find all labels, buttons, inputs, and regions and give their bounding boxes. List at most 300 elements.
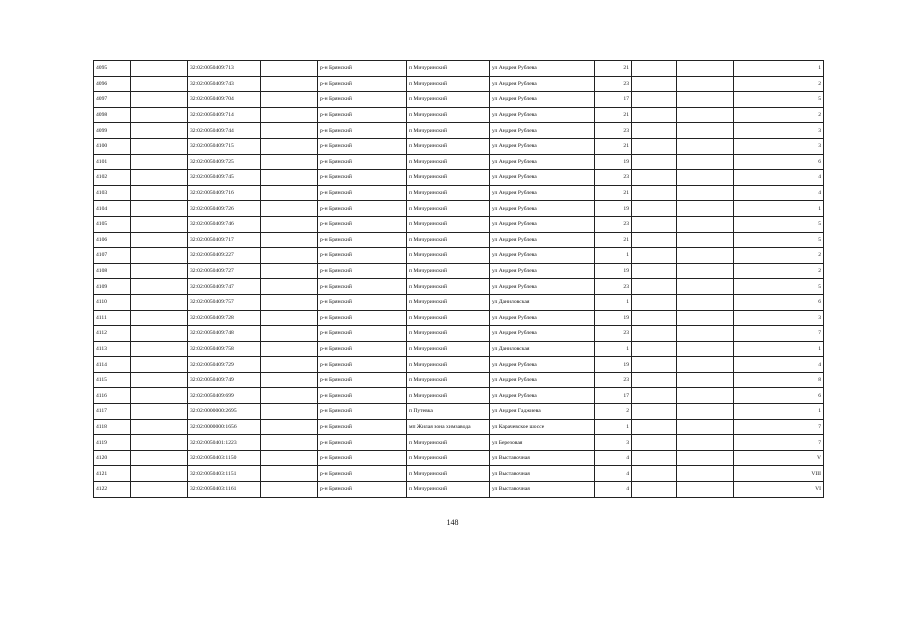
locality-cell: п Мичуринский xyxy=(407,248,490,264)
empty-cell xyxy=(632,170,677,186)
cadastral-number-cell: 32:02:0050409:727 xyxy=(188,263,261,279)
flat-number-cell: 5 xyxy=(734,279,824,295)
locality-cell: п Мичуринский xyxy=(407,466,490,482)
locality-cell: п Мичуринский xyxy=(407,450,490,466)
district-cell: р-н Брянский xyxy=(318,76,407,92)
empty-cell xyxy=(632,450,677,466)
empty-cell xyxy=(632,263,677,279)
locality-cell: п Мичуринский xyxy=(407,482,490,498)
street-cell: ул Березовая xyxy=(490,435,595,451)
district-cell: р-н Брянский xyxy=(318,170,407,186)
empty-cell xyxy=(261,435,318,451)
flat-number-cell: 1 xyxy=(734,61,824,77)
empty-cell xyxy=(677,326,734,342)
empty-cell xyxy=(261,372,318,388)
row-number-cell: 4102 xyxy=(94,170,131,186)
street-cell: ул Андрея Гаджиева xyxy=(490,404,595,420)
empty-cell xyxy=(261,123,318,139)
empty-cell xyxy=(131,123,188,139)
locality-cell: п Мичуринский xyxy=(407,279,490,295)
empty-cell xyxy=(131,341,188,357)
house-number-cell: 21 xyxy=(595,107,632,123)
row-number-cell: 4112 xyxy=(94,326,131,342)
district-cell: р-н Брянский xyxy=(318,154,407,170)
table-row xyxy=(94,388,824,404)
cadastral-number-cell: 32:02:0050409:748 xyxy=(188,326,261,342)
empty-cell xyxy=(677,388,734,404)
empty-cell xyxy=(131,76,188,92)
empty-cell xyxy=(261,263,318,279)
cadastral-number-cell: 32:02:0000000:2695 xyxy=(188,404,261,420)
locality-cell: п Мичуринский xyxy=(407,388,490,404)
cadastral-number-cell: 32:02:0050409:717 xyxy=(188,232,261,248)
empty-cell xyxy=(261,185,318,201)
empty-cell xyxy=(677,170,734,186)
street-cell: ул Даниловская xyxy=(490,341,595,357)
table-row xyxy=(94,107,824,123)
empty-cell xyxy=(632,419,677,435)
house-number-cell: 1 xyxy=(595,294,632,310)
street-cell: ул Выставочная xyxy=(490,482,595,498)
flat-number-cell: 7 xyxy=(734,419,824,435)
house-number-cell: 4 xyxy=(595,450,632,466)
street-cell: ул Андрея Рублева xyxy=(490,123,595,139)
district-cell: р-н Брянский xyxy=(318,357,407,373)
district-cell: р-н Брянский xyxy=(318,341,407,357)
house-number-cell: 19 xyxy=(595,357,632,373)
row-number-cell: 4104 xyxy=(94,201,131,217)
empty-cell xyxy=(632,341,677,357)
empty-cell xyxy=(632,154,677,170)
empty-cell xyxy=(632,123,677,139)
district-cell: р-н Брянский xyxy=(318,419,407,435)
locality-cell: п Путевка xyxy=(407,404,490,420)
street-cell: ул Андрея Рублева xyxy=(490,76,595,92)
row-number-cell: 4106 xyxy=(94,232,131,248)
house-number-cell: 2 xyxy=(595,404,632,420)
street-cell: ул Андрея Рублева xyxy=(490,92,595,108)
empty-cell xyxy=(677,404,734,420)
flat-number-cell: 5 xyxy=(734,232,824,248)
district-cell: р-н Брянский xyxy=(318,466,407,482)
empty-cell xyxy=(261,154,318,170)
locality-cell: п Мичуринский xyxy=(407,123,490,139)
row-number-cell: 4113 xyxy=(94,341,131,357)
empty-cell xyxy=(632,216,677,232)
empty-cell xyxy=(632,138,677,154)
empty-cell xyxy=(632,185,677,201)
row-number-cell: 4115 xyxy=(94,372,131,388)
empty-cell xyxy=(632,326,677,342)
flat-number-cell: 1 xyxy=(734,341,824,357)
flat-number-cell: 6 xyxy=(734,388,824,404)
house-number-cell: 23 xyxy=(595,279,632,295)
street-cell: ул Андрея Рублева xyxy=(490,170,595,186)
house-number-cell: 23 xyxy=(595,123,632,139)
flat-number-cell: 4 xyxy=(734,185,824,201)
locality-cell: п Мичуринский xyxy=(407,294,490,310)
street-cell: ул Андрея Рублева xyxy=(490,310,595,326)
empty-cell xyxy=(677,341,734,357)
house-number-cell: 19 xyxy=(595,201,632,217)
house-number-cell: 21 xyxy=(595,61,632,77)
empty-cell xyxy=(677,310,734,326)
empty-cell xyxy=(131,232,188,248)
empty-cell xyxy=(677,482,734,498)
empty-cell xyxy=(131,310,188,326)
empty-cell xyxy=(131,326,188,342)
page-number: 148 xyxy=(446,518,459,527)
flat-number-cell: 4 xyxy=(734,170,824,186)
row-number-cell: 4103 xyxy=(94,185,131,201)
empty-cell xyxy=(131,216,188,232)
locality-cell: п Мичуринский xyxy=(407,435,490,451)
empty-cell xyxy=(131,201,188,217)
flat-number-cell: 2 xyxy=(734,248,824,264)
flat-number-cell: 4 xyxy=(734,357,824,373)
empty-cell xyxy=(632,294,677,310)
flat-number-cell: 8 xyxy=(734,372,824,388)
street-cell: ул Андрея Рублева xyxy=(490,388,595,404)
empty-cell xyxy=(261,419,318,435)
flat-number-cell: 1 xyxy=(734,201,824,217)
locality-cell: мп Жилая зона химзавода xyxy=(407,419,490,435)
cadastral-number-cell: 32:02:0050409:725 xyxy=(188,154,261,170)
house-number-cell: 19 xyxy=(595,310,632,326)
empty-cell xyxy=(261,388,318,404)
locality-cell: п Мичуринский xyxy=(407,170,490,186)
empty-cell xyxy=(261,201,318,217)
row-number-cell: 4097 xyxy=(94,92,131,108)
empty-cell xyxy=(632,310,677,326)
empty-cell xyxy=(632,372,677,388)
house-number-cell: 1 xyxy=(595,248,632,264)
empty-cell xyxy=(261,450,318,466)
empty-cell xyxy=(131,61,188,77)
street-cell: ул Андрея Рублева xyxy=(490,263,595,279)
table-row xyxy=(94,263,824,279)
empty-cell xyxy=(677,201,734,217)
district-cell: р-н Брянский xyxy=(318,482,407,498)
locality-cell: п Мичуринский xyxy=(407,201,490,217)
empty-cell xyxy=(261,232,318,248)
cadastral-number-cell: 32:02:0050409:747 xyxy=(188,279,261,295)
house-number-cell: 17 xyxy=(595,92,632,108)
house-number-cell: 23 xyxy=(595,170,632,186)
empty-cell xyxy=(131,482,188,498)
row-number-cell: 4108 xyxy=(94,263,131,279)
empty-cell xyxy=(131,138,188,154)
street-cell: ул Даниловская xyxy=(490,294,595,310)
street-cell: ул Андрея Рублева xyxy=(490,248,595,264)
cadastral-number-cell: 32:02:0050409:758 xyxy=(188,341,261,357)
empty-cell xyxy=(677,216,734,232)
cadastral-number-cell: 32:02:0050409:716 xyxy=(188,185,261,201)
district-cell: р-н Брянский xyxy=(318,201,407,217)
empty-cell xyxy=(632,466,677,482)
table-row xyxy=(94,435,824,451)
empty-cell xyxy=(677,435,734,451)
table-row xyxy=(94,154,824,170)
house-number-cell: 23 xyxy=(595,326,632,342)
empty-cell xyxy=(261,404,318,420)
empty-cell xyxy=(261,216,318,232)
row-number-cell: 4110 xyxy=(94,294,131,310)
locality-cell: п Мичуринский xyxy=(407,154,490,170)
street-cell: ул Андрея Рублева xyxy=(490,107,595,123)
flat-number-cell: 6 xyxy=(734,154,824,170)
empty-cell xyxy=(677,466,734,482)
flat-number-cell: 6 xyxy=(734,294,824,310)
table-row xyxy=(94,123,824,139)
flat-number-cell: 2 xyxy=(734,76,824,92)
empty-cell xyxy=(677,232,734,248)
cadastral-number-cell: 32:02:0050409:726 xyxy=(188,201,261,217)
empty-cell xyxy=(131,263,188,279)
table-row xyxy=(94,357,824,373)
empty-cell xyxy=(677,123,734,139)
street-cell: ул Андрея Рублева xyxy=(490,201,595,217)
empty-cell xyxy=(632,248,677,264)
table-row xyxy=(94,450,824,466)
cadastral-number-cell: 32:02:0050409:745 xyxy=(188,170,261,186)
empty-cell xyxy=(632,61,677,77)
empty-cell xyxy=(131,372,188,388)
locality-cell: п Мичуринский xyxy=(407,310,490,326)
empty-cell xyxy=(632,357,677,373)
locality-cell: п Мичуринский xyxy=(407,185,490,201)
row-number-cell: 4122 xyxy=(94,482,131,498)
house-number-cell: 23 xyxy=(595,372,632,388)
district-cell: р-н Брянский xyxy=(318,123,407,139)
empty-cell xyxy=(632,92,677,108)
empty-cell xyxy=(632,232,677,248)
table-row xyxy=(94,201,824,217)
flat-number-cell: 5 xyxy=(734,92,824,108)
district-cell: р-н Брянский xyxy=(318,294,407,310)
empty-cell xyxy=(261,61,318,77)
district-cell: р-н Брянский xyxy=(318,92,407,108)
district-cell: р-н Брянский xyxy=(318,263,407,279)
empty-cell xyxy=(131,404,188,420)
cadastral-number-cell: 32:02:0050409:699 xyxy=(188,388,261,404)
cadastral-number-cell: 32:02:0050403:1161 xyxy=(188,482,261,498)
flat-number-cell: 3 xyxy=(734,310,824,326)
empty-cell xyxy=(632,482,677,498)
row-number-cell: 4105 xyxy=(94,216,131,232)
row-number-cell: 4117 xyxy=(94,404,131,420)
district-cell: р-н Брянский xyxy=(318,107,407,123)
empty-cell xyxy=(261,294,318,310)
street-cell: ул Андрея Рублева xyxy=(490,279,595,295)
empty-cell xyxy=(632,76,677,92)
cadastral-number-cell: 32:02:0050409:227 xyxy=(188,248,261,264)
empty-cell xyxy=(131,450,188,466)
row-number-cell: 4096 xyxy=(94,76,131,92)
flat-number-cell: 7 xyxy=(734,435,824,451)
row-number-cell: 4111 xyxy=(94,310,131,326)
row-number-cell: 4109 xyxy=(94,279,131,295)
district-cell: р-н Брянский xyxy=(318,185,407,201)
district-cell: р-н Брянский xyxy=(318,232,407,248)
locality-cell: п Мичуринский xyxy=(407,107,490,123)
row-number-cell: 4119 xyxy=(94,435,131,451)
empty-cell xyxy=(261,92,318,108)
district-cell: р-н Брянский xyxy=(318,372,407,388)
table-row xyxy=(94,248,824,264)
house-number-cell: 19 xyxy=(595,154,632,170)
table-row xyxy=(94,232,824,248)
district-cell: р-н Брянский xyxy=(318,279,407,295)
cadastral-number-cell: 32:02:0000000:1656 xyxy=(188,419,261,435)
empty-cell xyxy=(677,61,734,77)
locality-cell: п Мичуринский xyxy=(407,232,490,248)
table-row xyxy=(94,138,824,154)
house-number-cell: 1 xyxy=(595,341,632,357)
house-number-cell: 1 xyxy=(595,419,632,435)
district-cell: р-н Брянский xyxy=(318,450,407,466)
empty-cell xyxy=(131,419,188,435)
empty-cell xyxy=(261,357,318,373)
empty-cell xyxy=(261,138,318,154)
flat-number-cell: 5 xyxy=(734,216,824,232)
empty-cell xyxy=(632,388,677,404)
street-cell: ул Андрея Рублева xyxy=(490,138,595,154)
table-row xyxy=(94,404,824,420)
empty-cell xyxy=(131,154,188,170)
locality-cell: п Мичуринский xyxy=(407,341,490,357)
table-row xyxy=(94,216,824,232)
empty-cell xyxy=(677,263,734,279)
cadastral-number-cell: 32:02:0050409:704 xyxy=(188,92,261,108)
empty-cell xyxy=(677,450,734,466)
cadastral-number-cell: 32:02:0050409:746 xyxy=(188,216,261,232)
table-row xyxy=(94,466,824,482)
empty-cell xyxy=(261,170,318,186)
house-number-cell: 21 xyxy=(595,138,632,154)
district-cell: р-н Брянский xyxy=(318,326,407,342)
house-number-cell: 3 xyxy=(595,435,632,451)
empty-cell xyxy=(131,107,188,123)
empty-cell xyxy=(677,154,734,170)
row-number-cell: 4101 xyxy=(94,154,131,170)
locality-cell: п Мичуринский xyxy=(407,263,490,279)
street-cell: ул Андрея Рублева xyxy=(490,185,595,201)
table-row xyxy=(94,76,824,92)
empty-cell xyxy=(677,107,734,123)
district-cell: р-н Брянский xyxy=(318,216,407,232)
street-cell: ул Карачевское шоссе xyxy=(490,419,595,435)
table-row xyxy=(94,92,824,108)
cadastral-number-cell: 32:02:0050409:715 xyxy=(188,138,261,154)
empty-cell xyxy=(261,107,318,123)
street-cell: ул Андрея Рублева xyxy=(490,216,595,232)
row-number-cell: 4099 xyxy=(94,123,131,139)
empty-cell xyxy=(677,76,734,92)
empty-cell xyxy=(131,357,188,373)
flat-number-cell: VIII xyxy=(734,466,824,482)
street-cell: ул Выставочная xyxy=(490,450,595,466)
empty-cell xyxy=(261,279,318,295)
street-cell: ул Андрея Рублева xyxy=(490,61,595,77)
flat-number-cell: 3 xyxy=(734,138,824,154)
empty-cell xyxy=(261,248,318,264)
locality-cell: п Мичуринский xyxy=(407,372,490,388)
empty-cell xyxy=(131,248,188,264)
row-number-cell: 4118 xyxy=(94,419,131,435)
district-cell: р-н Брянский xyxy=(318,61,407,77)
house-number-cell: 4 xyxy=(595,482,632,498)
table-row xyxy=(94,294,824,310)
district-cell: р-н Брянский xyxy=(318,388,407,404)
row-number-cell: 4095 xyxy=(94,61,131,77)
district-cell: р-н Брянский xyxy=(318,138,407,154)
empty-cell xyxy=(131,279,188,295)
house-number-cell: 23 xyxy=(595,216,632,232)
cadastral-number-cell: 32:02:0050409:714 xyxy=(188,107,261,123)
row-number-cell: 4116 xyxy=(94,388,131,404)
row-number-cell: 4114 xyxy=(94,357,131,373)
street-cell: ул Выставочная xyxy=(490,466,595,482)
street-cell: ул Андрея Рублева xyxy=(490,326,595,342)
empty-cell xyxy=(632,435,677,451)
cadastral-number-cell: 32:02:0050409:743 xyxy=(188,76,261,92)
row-number-cell: 4120 xyxy=(94,450,131,466)
empty-cell xyxy=(131,170,188,186)
table-row xyxy=(94,170,824,186)
empty-cell xyxy=(131,92,188,108)
flat-number-cell: 1 xyxy=(734,404,824,420)
house-number-cell: 19 xyxy=(595,263,632,279)
table-row xyxy=(94,310,824,326)
cadastral-number-cell: 32:02:0050409:729 xyxy=(188,357,261,373)
table-row xyxy=(94,372,824,388)
cadastral-number-cell: 32:02:0050409:744 xyxy=(188,123,261,139)
empty-cell xyxy=(131,435,188,451)
empty-cell xyxy=(261,310,318,326)
empty-cell xyxy=(261,76,318,92)
empty-cell xyxy=(677,372,734,388)
row-number-cell: 4121 xyxy=(94,466,131,482)
empty-cell xyxy=(261,326,318,342)
house-number-cell: 21 xyxy=(595,232,632,248)
empty-cell xyxy=(677,419,734,435)
table-row xyxy=(94,326,824,342)
empty-cell xyxy=(261,466,318,482)
table-row xyxy=(94,341,824,357)
district-cell: р-н Брянский xyxy=(318,248,407,264)
flat-number-cell: 2 xyxy=(734,107,824,123)
flat-number-cell: V xyxy=(734,450,824,466)
locality-cell: п Мичуринский xyxy=(407,326,490,342)
registry-body xyxy=(94,61,824,498)
street-cell: ул Андрея Рублева xyxy=(490,232,595,248)
street-cell: ул Андрея Рублева xyxy=(490,357,595,373)
empty-cell xyxy=(677,185,734,201)
house-number-cell: 23 xyxy=(595,76,632,92)
house-number-cell: 4 xyxy=(595,466,632,482)
empty-cell xyxy=(632,404,677,420)
empty-cell xyxy=(677,138,734,154)
cadastral-number-cell: 32:02:0050401:1223 xyxy=(188,435,261,451)
table-row xyxy=(94,61,824,77)
locality-cell: п Мичуринский xyxy=(407,76,490,92)
empty-cell xyxy=(677,294,734,310)
district-cell: р-н Брянский xyxy=(318,310,407,326)
locality-cell: п Мичуринский xyxy=(407,138,490,154)
empty-cell xyxy=(261,482,318,498)
empty-cell xyxy=(131,294,188,310)
